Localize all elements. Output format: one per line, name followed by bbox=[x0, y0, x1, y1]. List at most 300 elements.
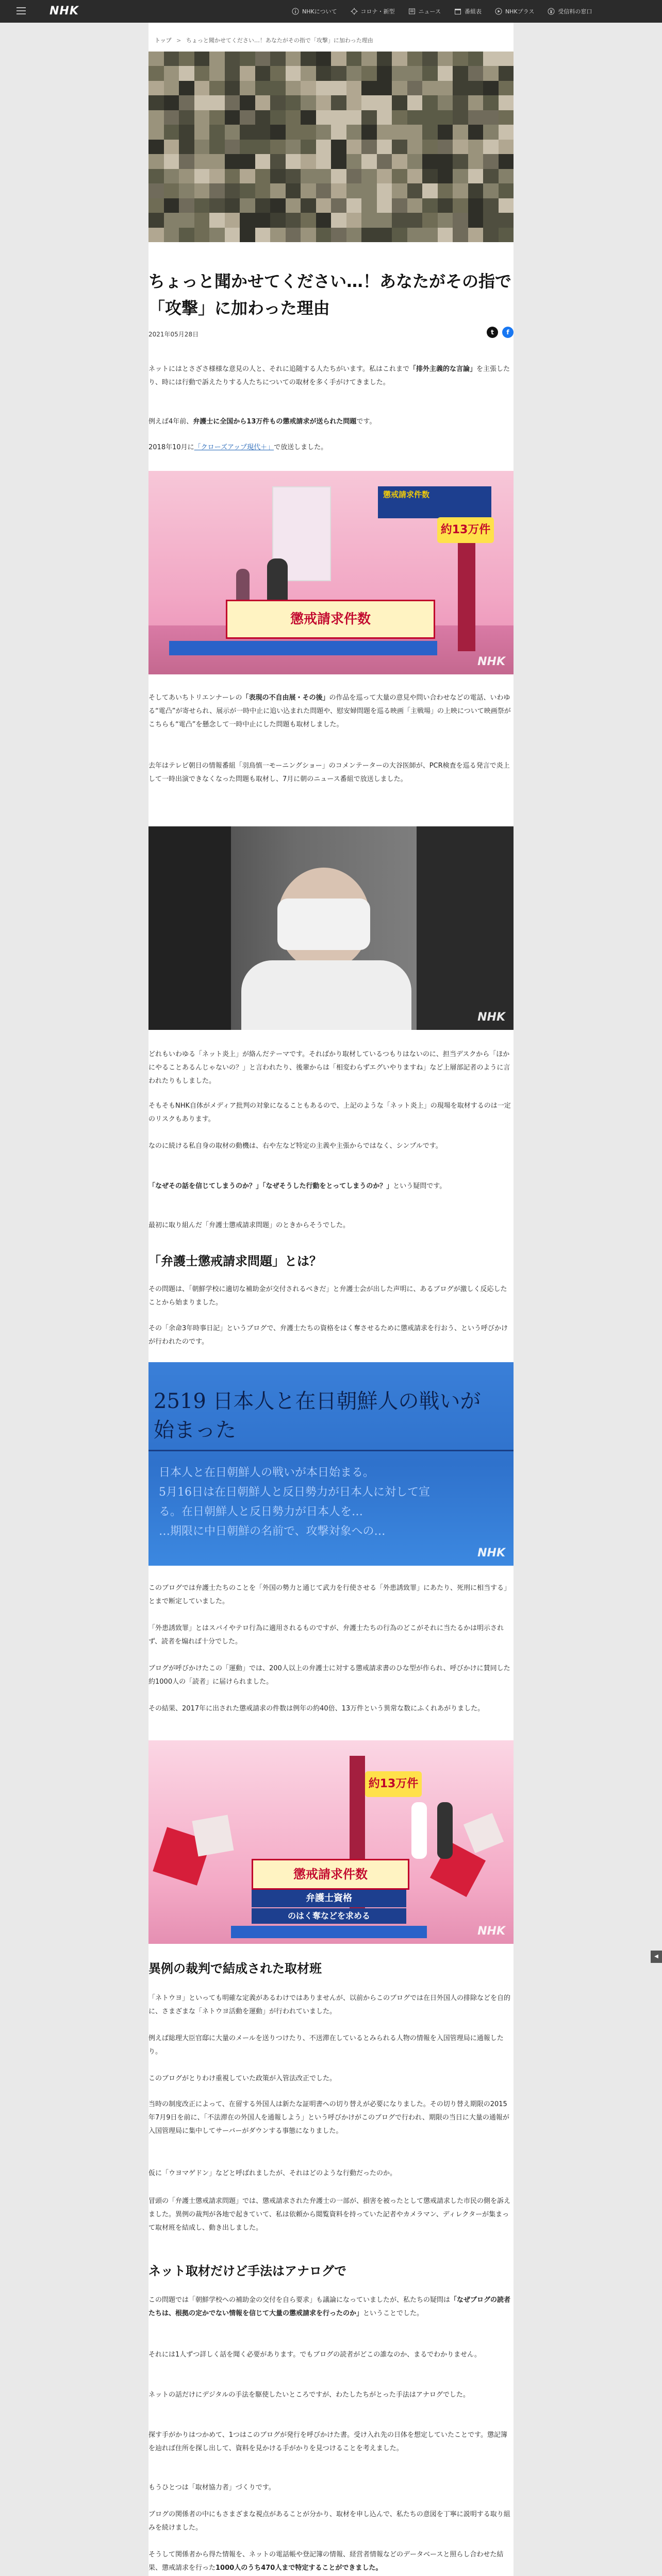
mosaic-cell bbox=[270, 154, 286, 168]
paragraph: その結果、2017年に出された懲戒請求の件数は例年の約40倍、13万件という異常な数にふくれあがりました。 bbox=[148, 1705, 485, 1713]
mosaic-cell bbox=[468, 125, 484, 139]
mosaic-cell bbox=[316, 228, 332, 242]
mosaic-cell bbox=[407, 228, 423, 242]
mosaic-cell bbox=[255, 213, 271, 227]
yen-icon bbox=[548, 8, 555, 15]
mosaic-cell bbox=[361, 169, 377, 183]
mosaic-cell bbox=[255, 140, 271, 154]
mosaic-cell bbox=[164, 169, 179, 183]
breadcrumb-current: ちょっと聞かせてください…！あなたがその指で「攻撃」に加わった理由 bbox=[186, 37, 373, 44]
mosaic-cell bbox=[179, 140, 194, 154]
mosaic-cell bbox=[179, 198, 194, 213]
blog-post-title: 2519 日本人と在日朝鮮人の戦いが bbox=[154, 1389, 481, 1413]
mosaic-cell bbox=[316, 183, 332, 198]
text-run: そしてあいちトリエンナーレの bbox=[148, 694, 242, 702]
caption-line: 弁護士資格 bbox=[252, 1890, 406, 1907]
mosaic-cell bbox=[301, 183, 316, 198]
mosaic-cell bbox=[468, 81, 484, 95]
share-buttons bbox=[487, 327, 514, 338]
mosaic-cell bbox=[255, 95, 271, 110]
studio-image-2 bbox=[148, 1740, 514, 1944]
mosaic-cell bbox=[392, 110, 407, 125]
count-box: 懲戒請求件数 bbox=[226, 600, 435, 639]
blog-post-body bbox=[159, 1463, 514, 1541]
mosaic-cell bbox=[225, 52, 240, 66]
mosaic-cell bbox=[377, 66, 392, 80]
mosaic-cell bbox=[148, 140, 164, 154]
mosaic-cell bbox=[468, 228, 484, 242]
mosaic-cell bbox=[164, 125, 179, 139]
mosaic-cell bbox=[148, 228, 164, 242]
mosaic-cell bbox=[346, 154, 362, 168]
mosaic-cell bbox=[301, 52, 316, 66]
nav-news[interactable] bbox=[408, 7, 441, 15]
text-run: そうして関係者から得た情報を、ネットの電話帳や登記簿の情報、経営者情報などのデータベースと照らし合わせた結果、懲戒請求を行った bbox=[148, 2551, 504, 2572]
mosaic-cell bbox=[499, 52, 514, 66]
mosaic-cell bbox=[361, 52, 377, 66]
mosaic-cell bbox=[255, 125, 271, 139]
mosaic-cell bbox=[225, 66, 240, 80]
mosaic-cell bbox=[361, 154, 377, 168]
mosaic-cell bbox=[270, 140, 286, 154]
mosaic-cell bbox=[422, 125, 438, 139]
mosaic-cell bbox=[194, 66, 210, 80]
mosaic-cell bbox=[331, 125, 346, 139]
mosaic-cell bbox=[377, 95, 392, 110]
mosaic-cell bbox=[301, 198, 316, 213]
twitter-share-icon[interactable]: t bbox=[487, 327, 498, 338]
nav-plus-label: NHKプラス bbox=[505, 8, 535, 15]
count-label: 約13万件 bbox=[365, 1771, 422, 1797]
mosaic-cell bbox=[225, 110, 240, 125]
mosaic-cell bbox=[453, 110, 468, 125]
paragraph bbox=[148, 2294, 514, 2320]
mosaic-cell bbox=[453, 169, 468, 183]
mosaic-cell bbox=[422, 52, 438, 66]
mosaic-cell bbox=[361, 198, 377, 213]
mosaic-cell bbox=[270, 110, 286, 125]
paragraph: 例えば総理大臣官邸に大量のメールを送りつけたり、不送滞在しているとみられる人物の情報を入国管理局に通報したり。 bbox=[148, 2035, 504, 2056]
blog-post-title-2: 始まった bbox=[154, 1418, 236, 1442]
mosaic-cell bbox=[240, 213, 255, 227]
mosaic-cell bbox=[453, 140, 468, 154]
mosaic-cell bbox=[164, 66, 179, 80]
mosaic-cell bbox=[468, 183, 484, 198]
mosaic-cell bbox=[483, 52, 499, 66]
mosaic-cell bbox=[286, 183, 301, 198]
mosaic-cell bbox=[194, 140, 210, 154]
mosaic-cell bbox=[209, 110, 225, 125]
caption-line: のはく奪などを求める bbox=[252, 1908, 406, 1924]
mosaic-cell bbox=[346, 169, 362, 183]
facebook-share-icon[interactable]: f bbox=[502, 327, 514, 338]
paragraph: その問題は、「朝鮮学校に適切な補助金が交付されるべきだ」と弁護士会が出した声明に、あるブログが激しく反応したことから始まりました。 bbox=[148, 1285, 507, 1307]
mosaic-cell bbox=[422, 154, 438, 168]
blog-screenshot bbox=[148, 1362, 514, 1566]
paragraph bbox=[148, 1180, 514, 1193]
article-title: ちょっと聞かせてください…！あなたがその指で「攻撃」に加わった理由 bbox=[148, 272, 512, 318]
mosaic-cell bbox=[164, 228, 179, 242]
mosaic-cell bbox=[499, 183, 514, 198]
mosaic-cell bbox=[316, 125, 332, 139]
mosaic-cell bbox=[392, 140, 407, 154]
mosaic-cell bbox=[377, 125, 392, 139]
mosaic-cell bbox=[179, 52, 194, 66]
global-header bbox=[0, 0, 662, 23]
program-link[interactable]: 「クローズアップ現代＋」 bbox=[194, 444, 274, 451]
text-bold: 1000人のうち470人まで特定することができました。 bbox=[216, 2564, 383, 2572]
mosaic-cell bbox=[453, 154, 468, 168]
mosaic-cell bbox=[209, 125, 225, 139]
mosaic-cell bbox=[148, 95, 164, 110]
mosaic-cell bbox=[148, 169, 164, 183]
paragraph: 当時の制度改正によって、在留する外国人は新たな証明書への切り替えが必要になりました。その切り替え期限の2015年7月9日を前に、「不法滞在の外国人を通報しよう」という呼びかけがこのブログで行われ、期限の当日に大量の通報が入国管理局に集中してサーバーがダウンする事態になりました。 bbox=[148, 2100, 509, 2135]
paragraph: 去年はテレビ朝日の情報番組「羽鳥慎一モーニングショー」のコメンテーターの大谷医師が、PCR検査を巡る発言で炎上して一時出演できなくなった問題も取材し、7月に朝のニュース番組で放送しました。 bbox=[148, 762, 510, 783]
mosaic-cell bbox=[392, 213, 407, 227]
mosaic-cell bbox=[179, 66, 194, 80]
mosaic-cell bbox=[301, 169, 316, 183]
mosaic-cell bbox=[422, 66, 438, 80]
mosaic-cell bbox=[316, 198, 332, 213]
count-label: 約13万件 bbox=[437, 517, 494, 543]
mosaic-cell bbox=[316, 110, 332, 125]
mosaic-cell bbox=[240, 228, 255, 242]
mosaic-cell bbox=[422, 110, 438, 125]
paragraph bbox=[148, 691, 514, 732]
mosaic-cell bbox=[255, 169, 271, 183]
mosaic-cell bbox=[209, 81, 225, 95]
mosaic-cell bbox=[179, 125, 194, 139]
mosaic-cell bbox=[438, 228, 453, 242]
mosaic-cell bbox=[499, 169, 514, 183]
blog-line: 日本人と在日朝鮮人の戦いが本日始まる。 bbox=[159, 1466, 375, 1479]
calendar-icon bbox=[454, 8, 461, 15]
mosaic-cell bbox=[438, 125, 453, 139]
mosaic-cell bbox=[392, 52, 407, 66]
mosaic-cell bbox=[286, 125, 301, 139]
mosaic-cell bbox=[316, 52, 332, 66]
nav-about-label: NHKについて bbox=[302, 8, 337, 15]
mosaic-cell bbox=[286, 81, 301, 95]
nav-plus[interactable] bbox=[495, 7, 534, 15]
section-heading: ネット取材だけど手法はアナログで bbox=[148, 2264, 346, 2278]
mosaic-cell bbox=[209, 183, 225, 198]
mosaic-cell bbox=[483, 125, 499, 139]
nav-news-label: ニュース bbox=[418, 8, 441, 15]
count-box: 懲戒請求件数 bbox=[252, 1859, 409, 1890]
mosaic-cell bbox=[499, 125, 514, 139]
mosaic-cell bbox=[346, 198, 362, 213]
mosaic-cell bbox=[194, 154, 210, 168]
mosaic-cell bbox=[392, 125, 407, 139]
mosaic-cell bbox=[164, 110, 179, 125]
mosaic-cell bbox=[499, 110, 514, 125]
mosaic-cell bbox=[316, 140, 332, 154]
mosaic-cell bbox=[164, 95, 179, 110]
mosaic-cell bbox=[148, 154, 164, 168]
paragraph: もうひとつは「取材協力者」づくりです。 bbox=[148, 2484, 275, 2492]
mosaic-cell bbox=[422, 169, 438, 183]
mosaic-cell bbox=[286, 52, 301, 66]
mosaic-cell bbox=[255, 52, 271, 66]
side-expand-tab[interactable]: ◀ bbox=[651, 1951, 662, 1963]
mosaic-cell bbox=[422, 213, 438, 227]
mosaic-cell bbox=[194, 213, 210, 227]
mosaic-cell bbox=[422, 140, 438, 154]
mosaic-cell bbox=[483, 169, 499, 183]
mosaic-cell bbox=[468, 169, 484, 183]
mosaic-cell bbox=[377, 154, 392, 168]
mosaic-cell bbox=[240, 110, 255, 125]
mosaic-cell bbox=[483, 66, 499, 80]
mosaic-cell bbox=[225, 228, 240, 242]
mosaic-cell bbox=[407, 66, 423, 80]
global-nav bbox=[292, 0, 592, 23]
blog-line: る。在日朝鮮人と反日勢力が日本人を… bbox=[159, 1505, 363, 1518]
breadcrumb bbox=[155, 36, 373, 44]
mosaic-cell bbox=[194, 228, 210, 242]
paragraph: ブログが呼びかけたこの「運動」では、200人以上の弁護士に対する懲戒請求書のひな型が作られ、呼びかけに賛同した約1000人の「読者」に届けられました。 bbox=[148, 1665, 510, 1686]
mosaic-cell bbox=[209, 52, 225, 66]
mosaic-cell bbox=[407, 183, 423, 198]
mosaic-cell bbox=[148, 66, 164, 80]
mosaic-cell bbox=[331, 110, 346, 125]
mosaic-cell bbox=[331, 198, 346, 213]
mosaic-cell bbox=[148, 125, 164, 139]
mosaic-cell bbox=[209, 198, 225, 213]
mosaic-cell bbox=[209, 66, 225, 80]
nhk-watermark: NHK bbox=[477, 1925, 505, 1938]
nav-corona[interactable] bbox=[351, 7, 395, 15]
mosaic-cell bbox=[301, 228, 316, 242]
mosaic-cell bbox=[407, 213, 423, 227]
mosaic-cell bbox=[225, 169, 240, 183]
mosaic-cell bbox=[301, 154, 316, 168]
mosaic-cell bbox=[331, 228, 346, 242]
text-run: を主張したり、時には行動で訴えたりする人たちについての取材を多く手がけてきました。 bbox=[148, 365, 510, 386]
mosaic-cell bbox=[407, 154, 423, 168]
mosaic-cell bbox=[392, 198, 407, 213]
mosaic-cell bbox=[209, 213, 225, 227]
mosaic-cell bbox=[438, 66, 453, 80]
mosaic-cell bbox=[301, 81, 316, 95]
mosaic-cell bbox=[194, 52, 210, 66]
mosaic-cell bbox=[422, 228, 438, 242]
mosaic-cell bbox=[499, 213, 514, 227]
mosaic-cell bbox=[255, 66, 271, 80]
text-run: という疑問です。 bbox=[393, 1182, 446, 1190]
mosaic-cell bbox=[361, 66, 377, 80]
mosaic-cell bbox=[361, 213, 377, 227]
mosaic-cell bbox=[331, 66, 346, 80]
mosaic-cell bbox=[361, 125, 377, 139]
mosaic-cell bbox=[209, 95, 225, 110]
mosaic-cell bbox=[316, 154, 332, 168]
nav-fee[interactable] bbox=[548, 7, 592, 15]
mosaic-cell bbox=[422, 81, 438, 95]
mosaic-cell bbox=[468, 110, 484, 125]
play-icon bbox=[495, 8, 502, 15]
mosaic-cell bbox=[468, 140, 484, 154]
mosaic-cell bbox=[209, 169, 225, 183]
hero-image bbox=[148, 52, 514, 242]
mosaic-cell bbox=[286, 228, 301, 242]
studio-image bbox=[148, 471, 514, 674]
mosaic-cell bbox=[346, 95, 362, 110]
mosaic-cell bbox=[453, 81, 468, 95]
mosaic-cell bbox=[270, 125, 286, 139]
text-run: ネットにはとさざさ様様な意見の人と、それに追随する人たちがいます。私はこれまで bbox=[148, 365, 409, 373]
mosaic-cell bbox=[483, 95, 499, 110]
mosaic-cell bbox=[438, 213, 453, 227]
mosaic-cell bbox=[179, 169, 194, 183]
mosaic-cell bbox=[270, 81, 286, 95]
mosaic-cell bbox=[468, 95, 484, 110]
mosaic-cell bbox=[422, 95, 438, 110]
mosaic-cell bbox=[438, 154, 453, 168]
mosaic-cell bbox=[179, 95, 194, 110]
mosaic-cell bbox=[164, 198, 179, 213]
mosaic-cell bbox=[240, 198, 255, 213]
hamburger-menu-icon[interactable] bbox=[15, 5, 27, 16]
mosaic-cell bbox=[361, 110, 377, 125]
mosaic-cell bbox=[361, 81, 377, 95]
mosaic-cell bbox=[148, 183, 164, 198]
breadcrumb-separator: > bbox=[176, 37, 181, 44]
mosaic-cell bbox=[331, 154, 346, 168]
mosaic-cell bbox=[499, 81, 514, 95]
mosaic-cell bbox=[453, 66, 468, 80]
mosaic-cell bbox=[148, 213, 164, 227]
mosaic-cell bbox=[301, 95, 316, 110]
mosaic-cell bbox=[255, 198, 271, 213]
mosaic-cell bbox=[270, 228, 286, 242]
mosaic-cell bbox=[453, 95, 468, 110]
mosaic-cell bbox=[240, 140, 255, 154]
mosaic-cell bbox=[255, 110, 271, 125]
mosaic-cell bbox=[438, 140, 453, 154]
mosaic-cell bbox=[316, 66, 332, 80]
mosaic-cell bbox=[225, 198, 240, 213]
mosaic-cell bbox=[164, 81, 179, 95]
text-bold: 「なぜその話を信じてしまうのか？」「なぜそうした行動をとってしまうのか？」 bbox=[148, 1182, 393, 1190]
mosaic-cell bbox=[240, 125, 255, 139]
mosaic-cell bbox=[407, 95, 423, 110]
mosaic-cell bbox=[483, 183, 499, 198]
mosaic-cell bbox=[270, 95, 286, 110]
article-page bbox=[148, 23, 514, 2576]
text-bold: 「表現の不自由展・その後」 bbox=[242, 694, 329, 702]
mosaic-cell bbox=[483, 154, 499, 168]
mosaic-cell bbox=[240, 81, 255, 95]
mosaic-cell bbox=[453, 198, 468, 213]
mosaic-cell bbox=[438, 198, 453, 213]
mosaic-cell bbox=[346, 140, 362, 154]
mosaic-cell bbox=[240, 154, 255, 168]
mosaic-cell bbox=[346, 213, 362, 227]
text-bold: 「排外主義的な言論」 bbox=[409, 365, 476, 373]
mosaic-cell bbox=[407, 110, 423, 125]
text-run: で放送しました。 bbox=[274, 444, 328, 451]
mosaic-cell bbox=[301, 140, 316, 154]
paragraph bbox=[148, 441, 514, 454]
mosaic-cell bbox=[438, 52, 453, 66]
mosaic-cell bbox=[286, 95, 301, 110]
mosaic-cell bbox=[468, 66, 484, 80]
mosaic-cell bbox=[346, 66, 362, 80]
mosaic-cell bbox=[194, 81, 210, 95]
mosaic-cell bbox=[179, 81, 194, 95]
mosaic-cell bbox=[148, 198, 164, 213]
mosaic-cell bbox=[194, 95, 210, 110]
mosaic-cell bbox=[316, 213, 332, 227]
mosaic-cell bbox=[392, 66, 407, 80]
mosaic-cell bbox=[331, 52, 346, 66]
mosaic-cell bbox=[483, 110, 499, 125]
mosaic-cell bbox=[453, 213, 468, 227]
interview-photo bbox=[148, 826, 514, 1030]
mosaic-cell bbox=[453, 52, 468, 66]
paragraph: どれもいわゆる「ネット炎上」が絡んだテーマです。そればかり取材しているつもりはないのに、担当デスクから「ほかにやることあるんじゃないの？」と言われたり、後輩からは「相変わらずエグいやりますね」など上層部記者のように言われたりもしました。 bbox=[148, 1050, 510, 1085]
mosaic-cell bbox=[286, 110, 301, 125]
blog-line: …期限に中日朝鮮の名前で、攻撃対象への… bbox=[159, 1525, 386, 1538]
mosaic-cell bbox=[164, 52, 179, 66]
mosaic-cell bbox=[377, 183, 392, 198]
mosaic-cell bbox=[194, 169, 210, 183]
nhk-logo[interactable]: NHK bbox=[49, 5, 79, 18]
mosaic-cell bbox=[164, 183, 179, 198]
mosaic-cell bbox=[346, 228, 362, 242]
mosaic-cell bbox=[301, 125, 316, 139]
mosaic-cell bbox=[499, 66, 514, 80]
mosaic-cell bbox=[483, 81, 499, 95]
nav-about[interactable] bbox=[292, 7, 337, 15]
mosaic-cell bbox=[225, 95, 240, 110]
mosaic-cell bbox=[377, 110, 392, 125]
mosaic-cell bbox=[407, 52, 423, 66]
mosaic-cell bbox=[346, 110, 362, 125]
mosaic-cell bbox=[148, 110, 164, 125]
mosaic-cell bbox=[331, 81, 346, 95]
nav-schedule[interactable] bbox=[454, 7, 482, 15]
nhk-watermark: NHK bbox=[477, 1011, 505, 1024]
mosaic-cell bbox=[407, 81, 423, 95]
mosaic-cell bbox=[499, 95, 514, 110]
mosaic-cell bbox=[255, 81, 271, 95]
mosaic-cell bbox=[346, 125, 362, 139]
mosaic-cell bbox=[270, 66, 286, 80]
mosaic-cell bbox=[255, 183, 271, 198]
mosaic-cell bbox=[255, 228, 271, 242]
paragraph: 最初に取り組んだ「弁護士懲戒請求問題」のときからそうでした。 bbox=[148, 1222, 350, 1229]
mosaic-cell bbox=[286, 154, 301, 168]
mosaic-cell bbox=[225, 183, 240, 198]
breadcrumb-home[interactable]: トップ bbox=[155, 37, 172, 44]
nhk-watermark: NHK bbox=[477, 655, 505, 668]
text-bold: 「なぜブログの読者たちは、根拠の定かでない情報を信じて大量の懲戒請求を行ったのか」 bbox=[148, 2296, 511, 2317]
mosaic-cell bbox=[225, 213, 240, 227]
mosaic-cell bbox=[407, 140, 423, 154]
mosaic-cell bbox=[438, 81, 453, 95]
mosaic-cell bbox=[361, 140, 377, 154]
mosaic-cell bbox=[331, 95, 346, 110]
paragraph: 「外患誘致罪」とはスパイやテロ行為に適用されるものですが、弁護士たちの行為のどこがそれに当たるかは明示されず、読者を煽れば十分でした。 bbox=[148, 1624, 504, 1646]
paragraph bbox=[148, 2548, 514, 2575]
mosaic-cell bbox=[255, 154, 271, 168]
mosaic-cell bbox=[286, 169, 301, 183]
mosaic-cell bbox=[361, 183, 377, 198]
mosaic-cell bbox=[179, 228, 194, 242]
